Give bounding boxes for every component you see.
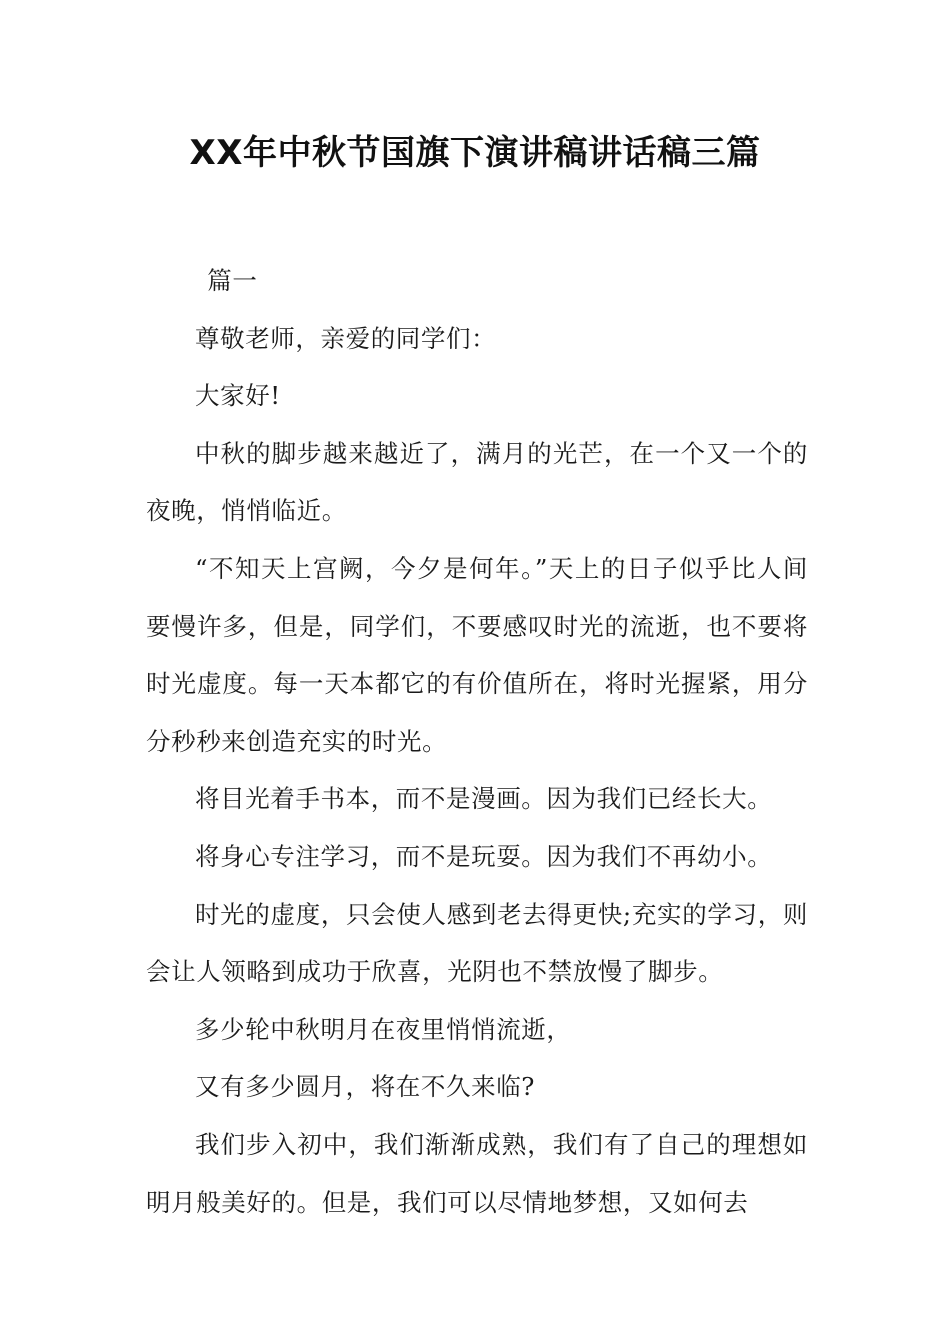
paragraph: 将目光着手书本，而不是漫画。因为我们已经长大。 [195, 784, 773, 814]
paragraph: 又有多少圆月，将在不久来临? [195, 1072, 536, 1102]
document-body [146, 252, 808, 1231]
section-heading: 篇一 [207, 266, 258, 295]
paragraph-greeting: 大家好! [195, 381, 281, 411]
paragraph: 我们步入初中，我们渐渐成熟，我们有了自己的理想如明月般美好的。但是，我们可以尽情地梦想，又如何去 [146, 1129, 808, 1217]
paragraph: 将身心专注学习，而不是玩耍。因为我们不再幼小。 [195, 841, 773, 871]
paragraph: “不知天上宫阙，今夕是何年。”天上的日子似乎比人间要慢许多，但是，同学们，不要感叹时光的流逝，也不要将时光虚度。每一天本都它的有价值所在，将时光握紧，用分分秒秒来创造充实的时光。 [146, 553, 808, 756]
paragraph: 时光的虚度，只会使人感到老去得更快;充实的学习，则会让人领略到成功于欣喜，光阴也不禁放慢了脚步。 [146, 899, 808, 987]
paragraph: 多少轮中秋明月在夜里悄悄流逝， [195, 1014, 572, 1044]
paragraph-salutation: 尊敬老师，亲爱的同学们： [195, 323, 497, 353]
document-title: XX年中秋节国旗下演讲稿讲话稿三篇 [189, 133, 761, 173]
paragraph: 中秋的脚步越来越近了，满月的光芒，在一个又一个的夜晚，悄悄临近。 [146, 438, 808, 526]
